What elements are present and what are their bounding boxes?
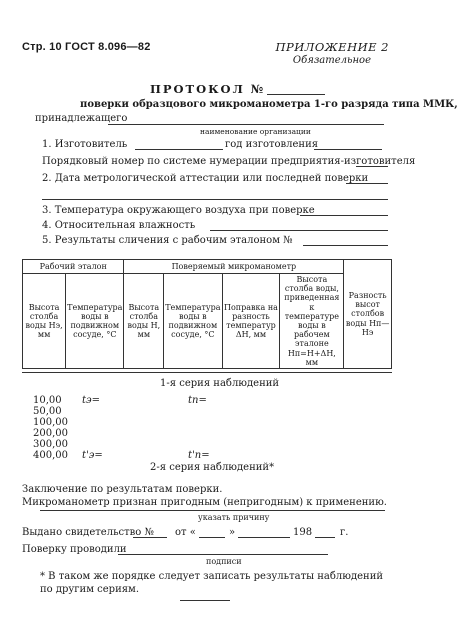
field-humidity-line[interactable]	[210, 230, 388, 231]
belongs-label: принадлежащего	[35, 113, 128, 124]
reason-line[interactable]	[40, 510, 385, 511]
field-date-label: 2. Дата метрологической аттестации или последней поверки	[42, 173, 369, 184]
organization-line[interactable]	[108, 124, 384, 125]
field-comparison-line[interactable]	[303, 245, 388, 246]
col-temp: Температура воды в подвижном сосуде, °С	[164, 274, 222, 369]
temp-standard-label: tэ=	[82, 395, 100, 406]
page-header: Стр. 10 ГОСТ 8.096—82	[22, 41, 151, 53]
footer-rule	[180, 600, 230, 601]
col-temp-standard: Температура воды в подвижном сосуде, °С	[66, 274, 124, 369]
reason-caption: указать причину	[198, 513, 270, 522]
appendix-note: Обязательное	[292, 55, 371, 66]
col-height-standard: Высота столба воды Hэ, мм	[23, 274, 66, 369]
field-date-line[interactable]	[346, 183, 388, 184]
col-height: Высота столба воды H, мм	[124, 274, 164, 369]
protocol-title: ПРОТОКОЛ №	[150, 82, 266, 96]
observation-table	[22, 259, 392, 369]
col-reduced-height: Высота столба воды, приведенная к температуре воды в рабочем эталоне Hп=H+ΔH, мм	[280, 274, 344, 369]
series-value: 300,00	[33, 439, 68, 450]
field-temperature-line[interactable]	[300, 215, 388, 216]
certificate-number-line[interactable]	[133, 537, 167, 538]
series-value: 100,00	[33, 417, 68, 428]
col-difference: Разность высот столбов воды Hп—Hэ	[344, 260, 392, 369]
field-comparison-label: 5. Результаты сличения с рабочим эталоном №	[42, 235, 293, 246]
conclusion-title: Заключение по результатам поверки.	[22, 484, 223, 495]
footnote: * В таком же порядке следует записать результаты наблюдений по другим сериям.	[40, 571, 384, 595]
field-manufacturer-label: 1. Изготовитель	[42, 139, 128, 150]
field-year-label: год изготовления	[225, 139, 319, 150]
series-2-title: 2-я серия наблюдений*	[150, 462, 275, 473]
certificate-year-line[interactable]	[315, 537, 335, 538]
organization-caption: наименование организации	[200, 127, 311, 136]
appendix-title: ПРИЛОЖЕНИЕ 2	[275, 40, 389, 54]
verifier-label: Поверку проводили	[22, 544, 127, 555]
series-1-title: 1-я серия наблюдений	[160, 378, 280, 389]
group-working-standard: Рабочий эталон	[23, 260, 124, 274]
field-humidity-label: 4. Относительная влажность	[42, 220, 196, 231]
field-serial-label: Порядковый номер по системе нумерации предприятия-изготовителя	[42, 156, 416, 167]
series-value: 50,00	[33, 406, 62, 417]
group-micromanometer: Поверяемый микроманометр	[124, 260, 344, 274]
field-date-line-2[interactable]	[42, 199, 388, 200]
certificate-year-prefix: 198	[293, 527, 313, 538]
signature-line[interactable]	[118, 554, 328, 555]
temp-device-final-label: t'п=	[188, 450, 210, 461]
field-year-line[interactable]	[314, 149, 382, 150]
certificate-day-line[interactable]	[199, 537, 225, 538]
certificate-date-open: от «	[175, 527, 196, 538]
col-correction: Поправка на разность температур ΔH, мм	[222, 274, 280, 369]
certificate-year-suffix: г.	[340, 527, 349, 538]
conclusion-result: Микроманометр признан пригодным (непригодным) к применению.	[22, 497, 387, 508]
protocol-subtitle: поверки образцового микроманометра 1-го разряда типа ММК,	[80, 99, 458, 110]
certificate-date-close: »	[229, 527, 236, 538]
temp-standard-final-label: t'э=	[82, 450, 103, 461]
protocol-number-line[interactable]	[267, 94, 325, 95]
field-manufacturer-line[interactable]	[135, 149, 223, 150]
certificate-label: Выдано свидетельство №	[22, 527, 154, 538]
series-value: 200,00	[33, 428, 68, 439]
series-value: 10,00	[33, 395, 62, 406]
field-serial-line[interactable]	[356, 166, 388, 167]
signature-caption: подписи	[206, 557, 242, 566]
table-bottom-rule	[22, 372, 392, 373]
field-temperature-label: 3. Температура окружающего воздуха при поверке	[42, 205, 315, 216]
series-value: 400,00	[33, 450, 68, 461]
temp-device-label: tп=	[188, 395, 207, 406]
certificate-month-line[interactable]	[238, 537, 290, 538]
